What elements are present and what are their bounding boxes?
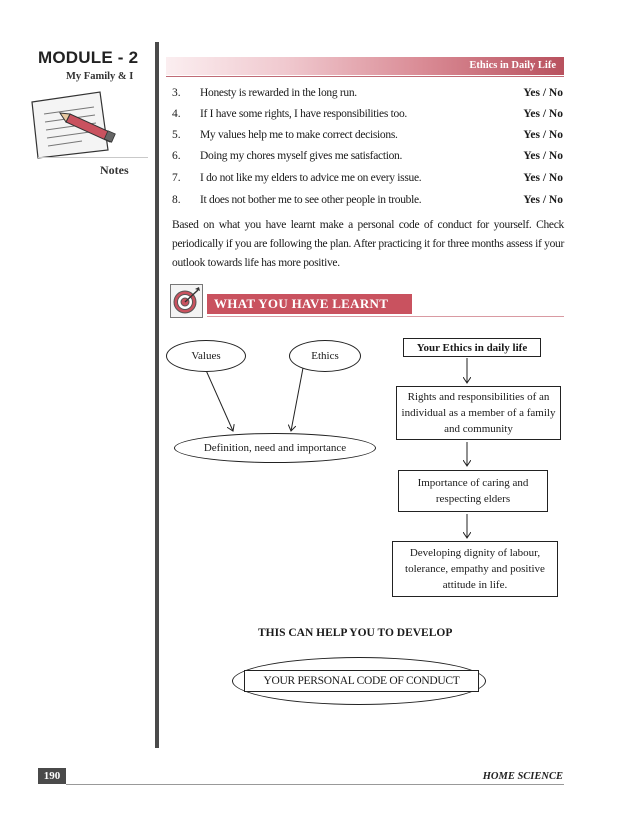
- notes-label: Notes: [100, 163, 129, 177]
- instruction-paragraph: Based on what you have learnt make a personal code of conduct for yourself. Check periodically if you are following the plan. After practicing it for three months assess if your outlook towards life has more positive.: [172, 219, 564, 269]
- develop-heading: THIS CAN HELP YOU TO DEVELOP: [258, 627, 453, 639]
- ethics-node: [289, 340, 361, 372]
- statement-number: 3.: [172, 87, 181, 99]
- statement-row: [172, 172, 564, 190]
- module-title: MODULE - 2: [38, 48, 139, 67]
- header-underline: [166, 76, 564, 77]
- statement-text: Honesty is rewarded in the long run.: [200, 87, 357, 99]
- book-title: HOME SCIENCE: [482, 771, 563, 782]
- module-subtitle: My Family & I: [66, 71, 134, 82]
- statement-text: If I have some rights, I have responsibilities too.: [200, 108, 407, 120]
- statement-answer: Yes / No: [523, 129, 563, 141]
- ethics-daily-label: Your Ethics in daily life: [416, 341, 528, 354]
- caring-node: [398, 470, 548, 512]
- definition-label: Definition, need and importance: [203, 442, 347, 454]
- statement-answer: Yes / No: [523, 150, 563, 162]
- statement-row: [172, 87, 564, 105]
- rights-label: Rights and responsibilities of an individual as a member of a family and community: [401, 391, 556, 435]
- statement-row: [172, 194, 564, 212]
- rights-node: [396, 386, 561, 440]
- caring-label: Importance of caring and respecting elders: [417, 477, 529, 505]
- statement-number: 5.: [172, 129, 181, 141]
- statement-text: It does not bother me to see other people in trouble.: [200, 194, 422, 206]
- statement-text: I do not like my elders to advice me on every issue.: [200, 172, 422, 184]
- statement-text: Doing my chores myself gives me satisfaction.: [200, 150, 403, 162]
- code-of-conduct-label: YOUR PERSONAL CODE OF CONDUCT: [263, 675, 460, 687]
- statement-number: 6.: [172, 150, 181, 162]
- statement-text: My values help me to make correct decisions.: [200, 129, 398, 141]
- dignity-label: Developing dignity of labour, tolerance, empathy and positive attitude in life.: [405, 547, 545, 591]
- values-node: [166, 340, 246, 372]
- notes-divider: [38, 157, 148, 162]
- section-title: Ethics in Daily Life: [469, 60, 556, 71]
- section-heading: WHAT YOU HAVE LEARNT: [214, 296, 389, 311]
- statement-number: 7.: [172, 172, 181, 184]
- statement-answer: Yes / No: [523, 87, 563, 99]
- ethics-label: Ethics: [311, 350, 339, 362]
- statement-number: 8.: [172, 194, 181, 206]
- statement-number: 4.: [172, 108, 181, 120]
- statement-row: [172, 108, 564, 126]
- section-heading-underline: [207, 316, 564, 317]
- sidebar-divider: [155, 42, 159, 748]
- ethics-daily-node: [403, 338, 541, 357]
- statement-row: [172, 129, 564, 147]
- code-of-conduct-box: [244, 670, 479, 692]
- statement-answer: Yes / No: [523, 108, 563, 120]
- definition-node: [174, 433, 376, 463]
- dignity-node: [392, 541, 558, 597]
- target-icon: [170, 284, 203, 318]
- footer-rule: [66, 784, 564, 785]
- notes-icon: [22, 84, 132, 164]
- statement-answer: Yes / No: [523, 172, 563, 184]
- statement-answer: Yes / No: [523, 194, 563, 206]
- statement-row: [172, 150, 564, 168]
- values-label: Values: [191, 350, 221, 362]
- page-number: 190: [38, 768, 66, 784]
